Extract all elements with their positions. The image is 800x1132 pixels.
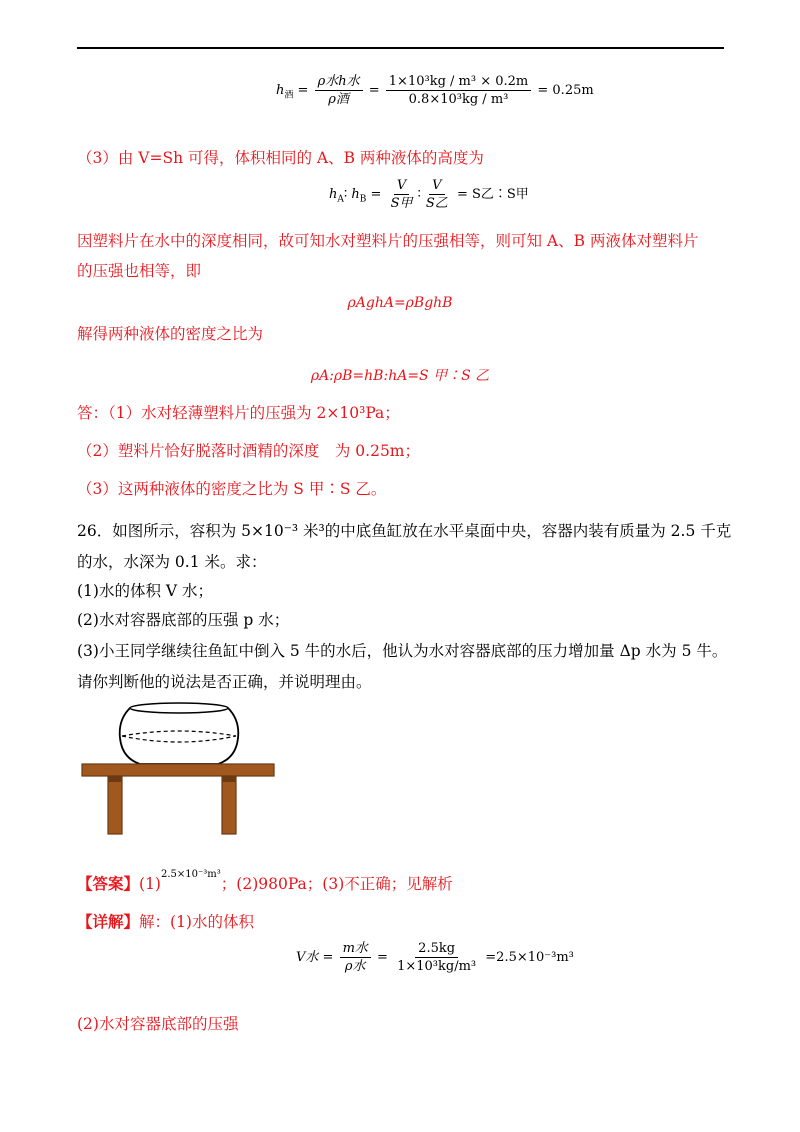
question-26-part-1: (1)水的体积 V 水； <box>77 582 214 600</box>
question-26-part-3: (3)小王同学继续往鱼缸中倒入 5 牛的水后，他认为水对容器底部的压力增加量 Δp 水为 5 牛。 <box>77 642 728 660</box>
question-26-line-1: 26．如图所示，容积为 5×10⁻³ 米³的中底鱼缸放在水平桌面中央，容器内装有质量为 2.5 千克 <box>77 522 732 540</box>
answer-volume: 2.5×10⁻³m³ <box>160 869 221 880</box>
formula-alcohol-depth: $h_酒$ = $\frac{\text{ρ水h水}}{\text{ρ酒}}$ = $\frac{\text{1×10³kg / m³ × 0.2m}}{\text{0.8×10³kg / m³}}$ = 0.25m <box>276 74 594 107</box>
pressure-text-1: 因塑料片在水中的深度相同，故可知水对塑料片的压强相等，则可知 A、B 两液体对塑料片 <box>77 232 699 250</box>
fish-tank-illustration <box>78 700 278 840</box>
answer-line-1: 答：（1）水对轻薄塑料片的压强为 2×10³Pa； <box>77 404 400 422</box>
answer-line-2: （2）塑料片恰好脱落时酒精的深度 为 0.25m； <box>77 442 420 460</box>
formula-pressure-equal: ρAghA=ρBghB <box>347 295 453 311</box>
answer-line: 【答案】$(1)^{2.5\times 10^{-3}m^3}$；(2)980Pa；(3)不正确；见解析 <box>77 869 453 894</box>
pressure-text-2: 的压强也相等，即 <box>77 262 202 280</box>
step3-text: （3）由 V=Sh 可得，体积相同的 A、B 两种液体的高度为 <box>77 149 484 167</box>
question-26-line-2: 的水，水深为 0.1 米。求： <box>77 553 267 571</box>
formula-water-volume: V水 = $\frac{\text{m水}}{\text{ρ水}}$ = $\frac{2.5kg}{\text{1×10³kg/m³}}$ =2.5×10⁻³m³ <box>296 941 574 974</box>
detail-label: 【详解】 <box>77 912 140 931</box>
formula-density-ratio: ρA:ρB=hB:hA=S 甲∶S 乙 <box>310 368 490 384</box>
header-rule <box>77 47 724 49</box>
formula-height-ratio: $h_A∶$ $h_B$ = $\frac{V}{\text{S甲}}$ ∶ $\frac{V}{\text{S乙}}$ = S乙∶S甲 <box>329 178 529 211</box>
fish-tank <box>120 703 239 764</box>
question-26-line-6: 请你判断他的说法是否正确，并说明理由。 <box>77 673 372 691</box>
answer-label: 【答案】 <box>77 874 140 894</box>
question-26-part-2: (2)水对容器底部的压强 p 水； <box>77 611 290 629</box>
detail-line: 【详解】解：(1)水的体积 <box>77 912 254 931</box>
answer-line-3: （3）这两种液体的密度之比为 S 甲∶S 乙。 <box>77 480 387 498</box>
solve-text: 解得两种液体的密度之比为 <box>77 325 264 343</box>
step2-text: (2)水对容器底部的压强 <box>77 1015 239 1033</box>
table <box>82 764 274 834</box>
